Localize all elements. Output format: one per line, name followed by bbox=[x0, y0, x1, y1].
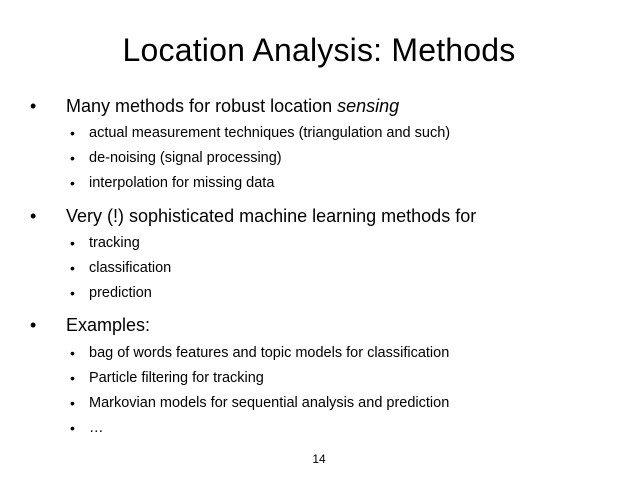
bullet-icon: • bbox=[70, 175, 75, 191]
sub-bullet-item bbox=[70, 174, 274, 192]
sub-bullet-item bbox=[70, 419, 104, 437]
sub-bullet-text: de-noising (signal processing) bbox=[89, 150, 282, 166]
bullet-icon: • bbox=[70, 125, 75, 141]
bullet-item bbox=[30, 314, 150, 336]
sub-bullet-text: … bbox=[89, 420, 104, 436]
sub-bullet-text: tracking bbox=[89, 235, 140, 251]
bullet-icon: • bbox=[30, 206, 37, 226]
bullet-icon: • bbox=[70, 370, 75, 386]
bullet-text: Examples: bbox=[66, 315, 151, 335]
sub-bullet-text: prediction bbox=[89, 285, 152, 301]
sub-bullet-text: classification bbox=[89, 260, 172, 276]
bullet-icon: • bbox=[70, 150, 75, 166]
page-number: 14 bbox=[312, 452, 326, 466]
sub-bullet-text: actual measurement techniques (triangulation and such) bbox=[89, 125, 451, 141]
bullet-text: Many methods for robust location sensing bbox=[66, 96, 400, 116]
sub-bullet-item bbox=[70, 149, 282, 167]
bullet-icon: • bbox=[70, 285, 75, 301]
sub-bullet-item bbox=[70, 234, 140, 252]
bullet-item bbox=[30, 205, 476, 227]
bullet-item bbox=[30, 95, 399, 117]
sub-bullet-item bbox=[70, 394, 449, 412]
sub-bullet-item bbox=[70, 259, 171, 277]
sub-bullet-item bbox=[70, 369, 264, 387]
emphasis-text: sensing bbox=[337, 96, 400, 116]
bullet-icon: • bbox=[70, 235, 75, 251]
bullet-icon: • bbox=[70, 260, 75, 276]
sub-bullet-text: bag of words features and topic models for classification bbox=[89, 345, 450, 361]
sub-bullet-text: Particle filtering for tracking bbox=[89, 370, 264, 386]
bullet-icon: • bbox=[70, 345, 75, 361]
sub-bullet-item bbox=[70, 124, 450, 142]
sub-bullet-text: interpolation for missing data bbox=[89, 175, 275, 191]
bullet-text: Very (!) sophisticated machine learning methods for bbox=[66, 206, 477, 226]
sub-bullet-text: Markovian models for sequential analysis and prediction bbox=[89, 395, 450, 411]
bullet-icon: • bbox=[70, 395, 75, 411]
bullet-icon: • bbox=[30, 96, 37, 116]
bullet-icon: • bbox=[70, 420, 75, 436]
bullet-icon: • bbox=[30, 315, 37, 335]
sub-bullet-item bbox=[70, 344, 449, 362]
slide-title: Location Analysis: Methods bbox=[122, 32, 516, 68]
sub-bullet-item bbox=[70, 284, 152, 302]
